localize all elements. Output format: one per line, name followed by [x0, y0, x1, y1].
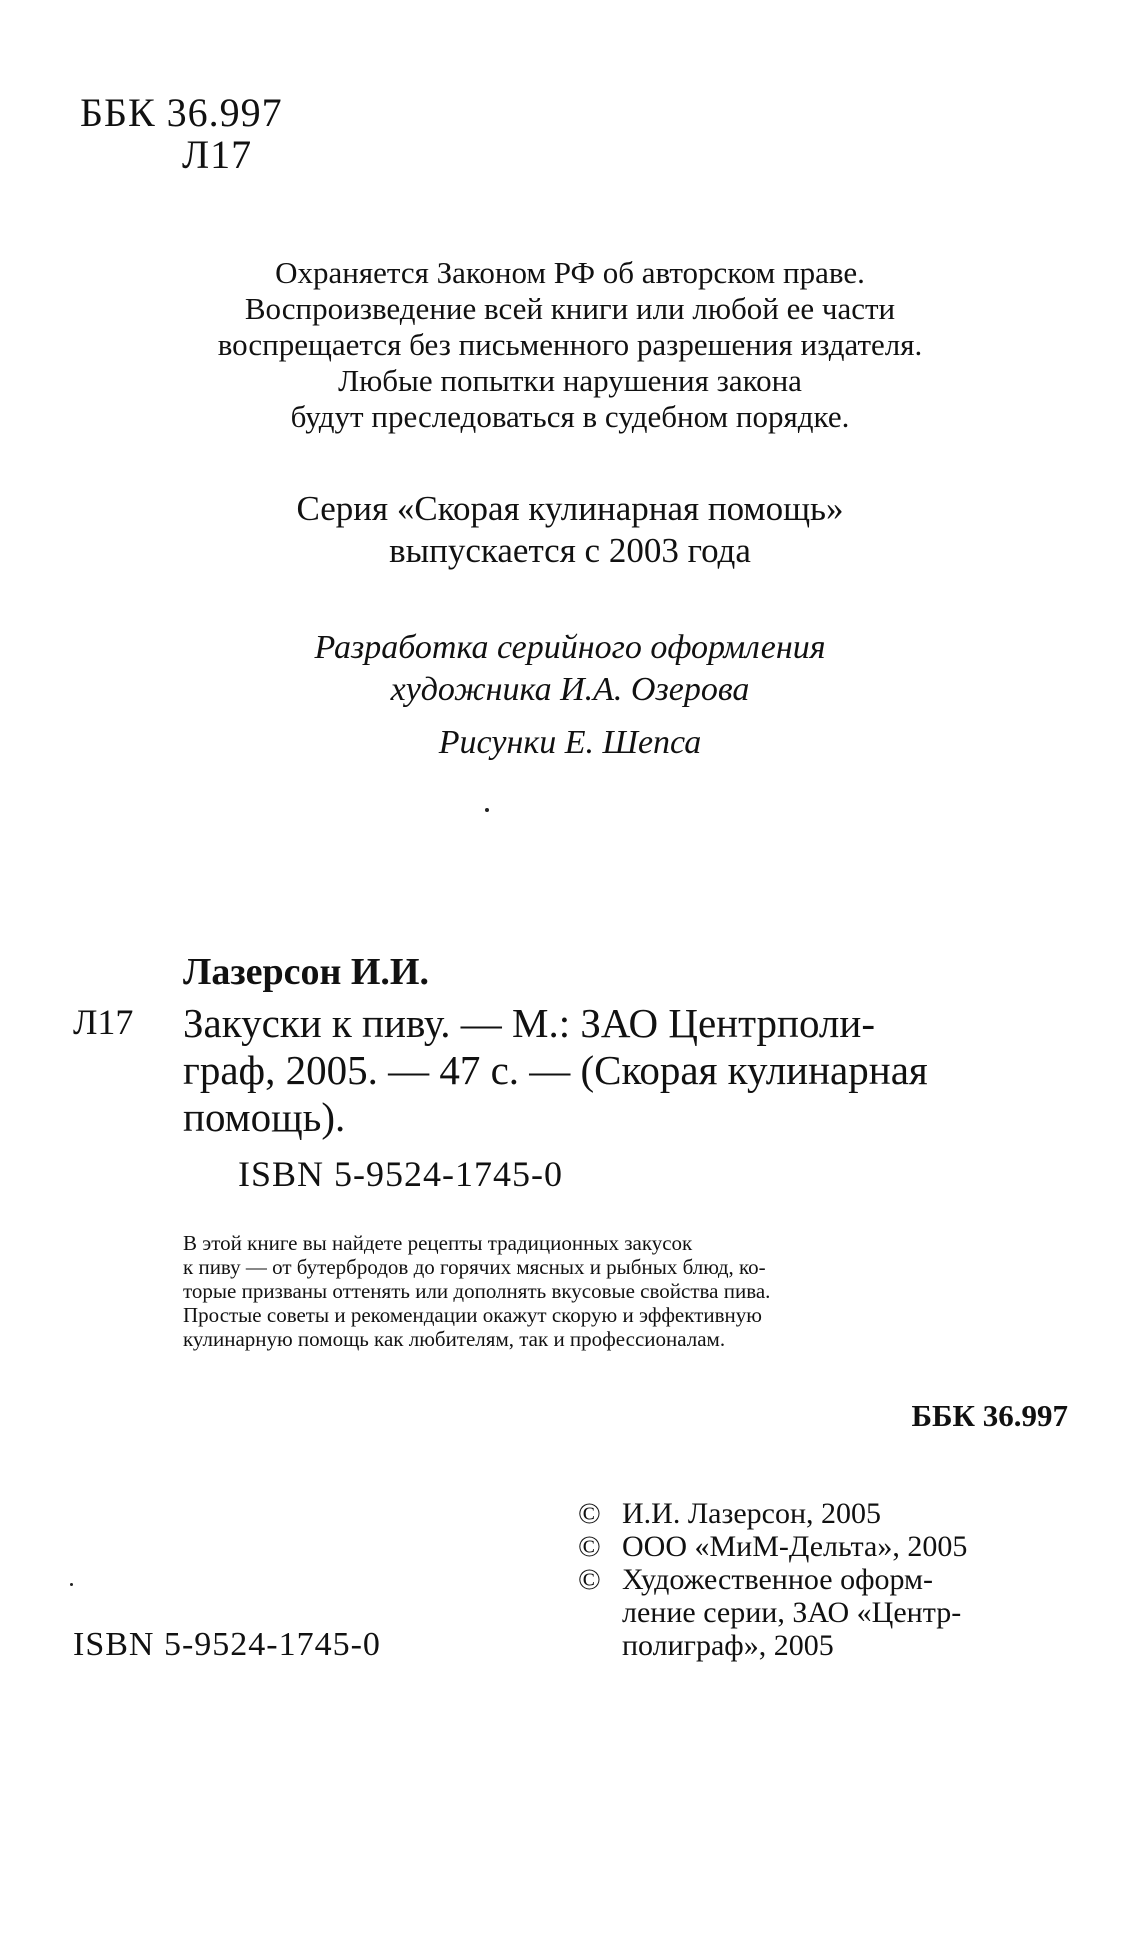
illustrations-credit: Рисунки Е. Шепса	[438, 724, 702, 761]
decorative-dot	[70, 1583, 73, 1586]
copyright-line: Охраняется Законом РФ об авторском праве.	[275, 255, 865, 290]
catalog-isbn: ISBN 5-9524-1745-0	[238, 1154, 563, 1194]
design-credits	[110, 627, 1030, 711]
annotation-line: торые призваны оттенять или дополнять вкусовые свойства пива.	[183, 1279, 771, 1303]
copyright-line: Воспроизведение всей книги или любой ее части	[244, 291, 896, 326]
copyright-line: воспрещается без письменного разрешения издателя.	[217, 327, 923, 362]
annotation-line: кулинарную помощь как любителям, так и профессионалам.	[183, 1327, 726, 1351]
copyright-icon: ©	[578, 1530, 601, 1563]
rights-line: ООО «МиМ-Дельта», 2005	[622, 1530, 968, 1563]
catalog-description	[183, 1000, 1069, 1141]
copyright-line: Любые попытки нарушения закона	[338, 363, 802, 398]
rights-line: ление серии, ЗАО «Центр-	[622, 1596, 962, 1629]
annotation-line: В этой книге вы найдете рецепты традиционных закусок	[183, 1231, 693, 1255]
design-credit-line: художника И.А. Озерова	[390, 671, 750, 708]
decorative-dot	[485, 808, 489, 812]
rights-item	[578, 1530, 967, 1563]
copyright-notice	[110, 255, 1030, 435]
copyright-icon: ©	[578, 1497, 601, 1530]
annotation	[183, 1231, 1069, 1351]
copyright-line: будут преследоваться в судебном порядке.	[290, 399, 850, 434]
catalog-mark: Л17	[73, 1002, 134, 1042]
author-mark: Л17	[182, 132, 253, 177]
description-line: граф, 2005. — 47 с. — (Скорая кулинарная	[183, 1047, 928, 1093]
rights-line: полиграф», 2005	[622, 1629, 834, 1662]
series-info	[110, 488, 1030, 572]
bbk-index: ББК 36.997	[80, 90, 283, 135]
annotation-line: Простые советы и рекомендации окажут скорую и эффективную	[183, 1303, 762, 1327]
isbn-bottom: ISBN 5-9524-1745-0	[73, 1626, 381, 1663]
rights-item	[578, 1563, 967, 1662]
design-credit-line: Разработка серийного оформления	[314, 629, 826, 666]
bbk-bottom: ББК 36.997	[911, 1398, 1068, 1433]
rights-line: И.И. Лазерсон, 2005	[622, 1497, 882, 1530]
rights-block	[578, 1497, 967, 1662]
description-line: Закуски к пиву. — М.: ЗАО Центрполи-	[183, 1000, 875, 1046]
annotation-line: к пиву — от бутербродов до горячих мясных и рыбных блюд, ко-	[183, 1255, 766, 1279]
catalog-author: Лазерсон И.И.	[183, 951, 429, 993]
rights-item	[578, 1497, 967, 1530]
series-line: выпускается с 2003 года	[389, 531, 751, 570]
rights-line: Художественное оформ-	[622, 1563, 934, 1596]
bbk-index-block	[80, 92, 283, 176]
description-line: помощь).	[183, 1094, 346, 1140]
series-line: Серия «Скорая кулинарная помощь»	[296, 489, 844, 528]
copyright-icon: ©	[578, 1563, 601, 1596]
